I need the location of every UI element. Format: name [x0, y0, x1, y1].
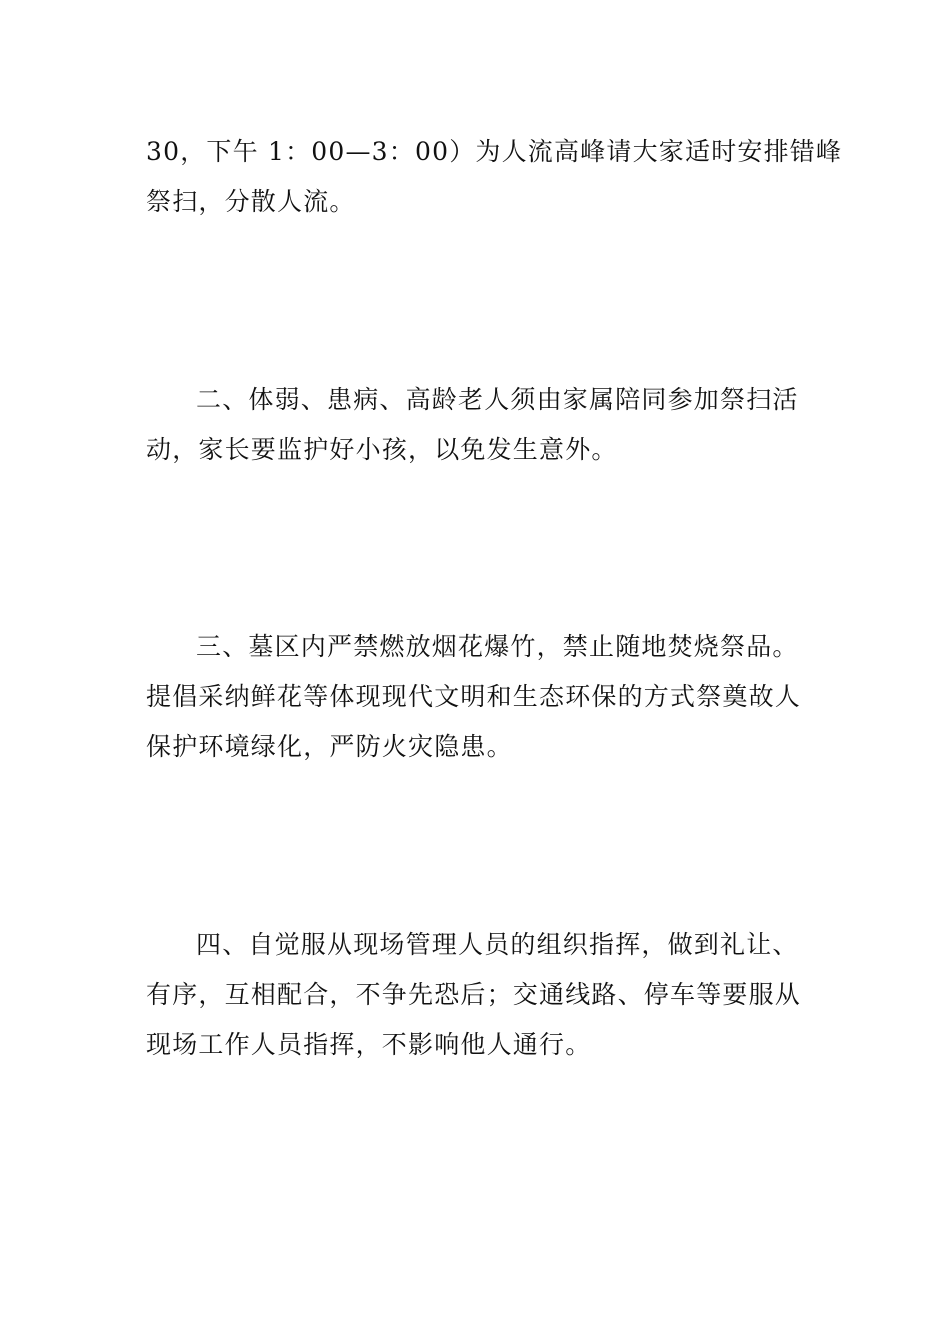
paragraph-2-line-2: 动，家长要监护好小孩，以免发生意外。 — [146, 435, 618, 464]
paragraph-4-line-1: 四、自觉服从现场管理人员的组织指挥，做到礼让、 — [196, 930, 799, 959]
paragraph-3-line-3: 保护环境绿化，严防火灾隐患。 — [146, 732, 513, 761]
paragraph-3-line-2: 提倡采纳鲜花等体现现代文明和生态环保的方式祭奠故人 — [146, 682, 802, 711]
paragraph-3-line-1: 三、墓区内严禁燃放烟花爆竹，禁止随地焚烧祭品。 — [196, 632, 799, 661]
paragraph-1-line-2: 祭扫，分散人流。 — [146, 187, 356, 216]
paragraph-2-line-1: 二、体弱、患病、高龄老人须由家属陪同参加祭扫活 — [196, 385, 799, 414]
paragraph-4-line-3: 现场工作人员指挥，不影响他人通行。 — [146, 1030, 592, 1059]
paragraph-4-line-2: 有序，互相配合，不争先恐后；交通线路、停车等要服从 — [146, 980, 802, 1009]
paragraph-1-line-1: 30，下午 1：00—3：00）为人流高峰请大家适时安排错峰 — [146, 137, 843, 166]
